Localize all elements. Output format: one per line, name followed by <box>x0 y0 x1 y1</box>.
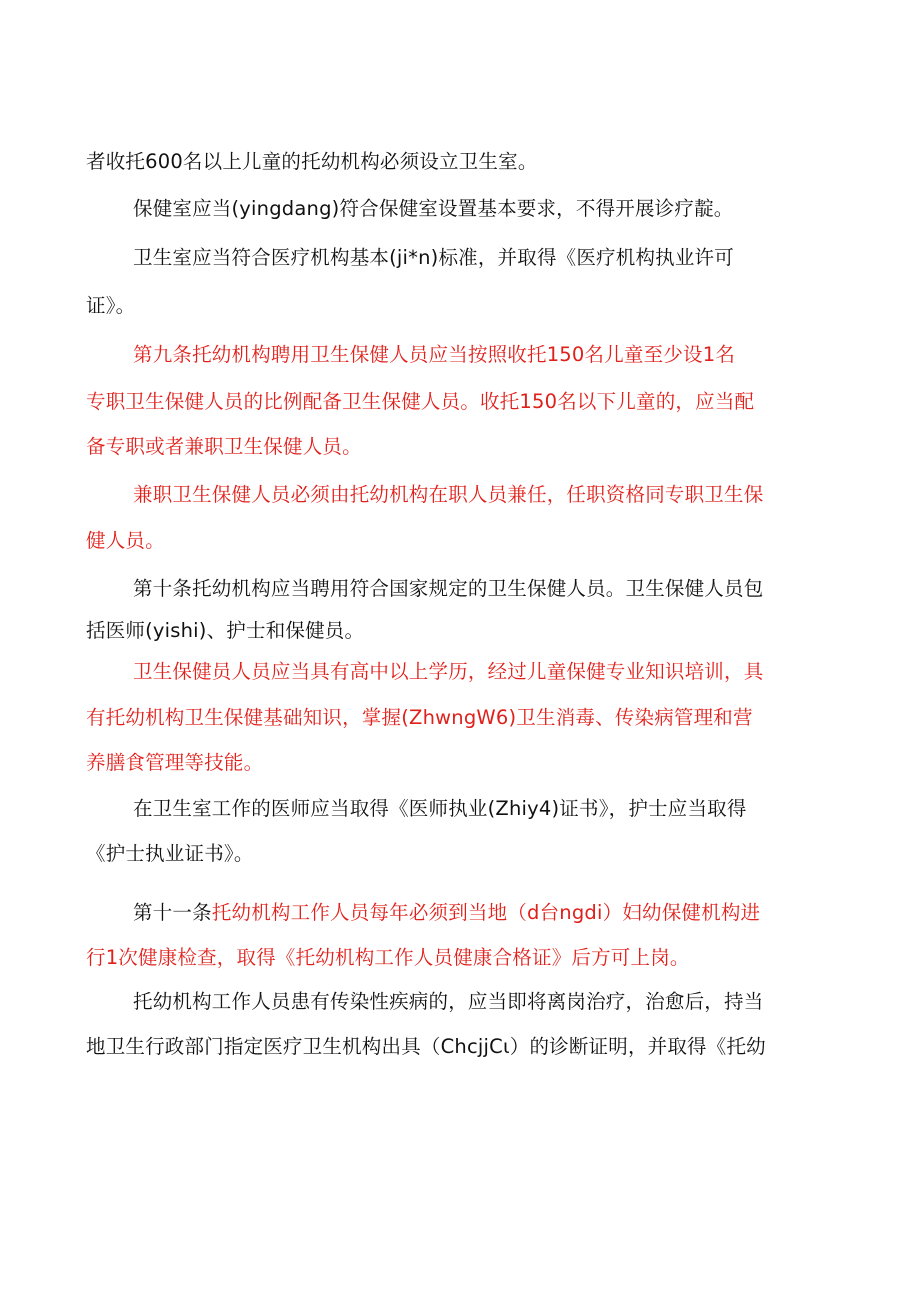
text-line-11: 括医师(yishi)、护士和保健员。 <box>86 619 365 642</box>
text-line-17 <box>133 900 846 926</box>
text-line-5: 第九条托幼机构聘用卫生保健人员应当按照收托150名儿童至少设1名 <box>133 343 736 366</box>
text-line-2: 保健室应当(yingdang)符合保健室设置基本要求，不得开展诊疗靛。 <box>133 197 734 220</box>
text-line-15: 在卫生室工作的医师应当取得《医师执业(Zhiy4)证书》，护士应当取得 <box>133 797 747 820</box>
text-line-20: 地卫生行政部门指定医疗卫生机构出具（ChcjjCι）的诊断证明，并取得《托幼 <box>86 1035 766 1058</box>
article-number: 第十一条 <box>133 901 212 924</box>
text-line-1: 者收托600名以上儿童的托幼机构必须设立卫生室。 <box>86 150 538 173</box>
text-line-8: 兼职卫生保健人员必须由托幼机构在职人员兼任，任职资格同专职卫生保 <box>133 483 764 506</box>
text-line-3: 卫生室应当符合医疗机构基本(ji*n)标准，并取得《医疗机构执业许可 <box>133 246 734 269</box>
text-line-7: 备专职或者兼职卫生保健人员。 <box>86 435 362 458</box>
text-line-6: 专职卫生保健人员的比例配备卫生保健人员。收托150名以下儿童的，应当配 <box>86 390 755 413</box>
text-line-13: 有托幼机构卫生保健基础知识，掌握(ZhwngW6)卫生消毒、传染病管理和营 <box>86 706 753 729</box>
text-line-18: 行1次健康检查，取得《托幼机构工作人员健康合格证》后方可上岗。 <box>86 946 690 969</box>
text-line-16: 《护士执业证书》。 <box>86 842 254 865</box>
text-line-14: 养膳食管理等技能。 <box>86 751 264 774</box>
text-line-19: 托幼机构工作人员患有传染性疾病的，应当即将离岗治疗，治愈后，持当 <box>133 990 764 1013</box>
text-line-10: 第十条托幼机构应当聘用符合国家规定的卫生保健人员。卫生保健人员包 <box>133 577 764 600</box>
text-line-12: 卫生保健员人员应当具有高中以上学历，经过儿童保健专业知识培训，具 <box>133 660 764 683</box>
text-line-4: 证》。 <box>86 294 136 317</box>
article-text: 托幼机构工作人员每年必须到当地（d台ngdi）妇幼保健机构进 <box>211 901 761 924</box>
text-line-9: 健人员。 <box>86 529 165 552</box>
